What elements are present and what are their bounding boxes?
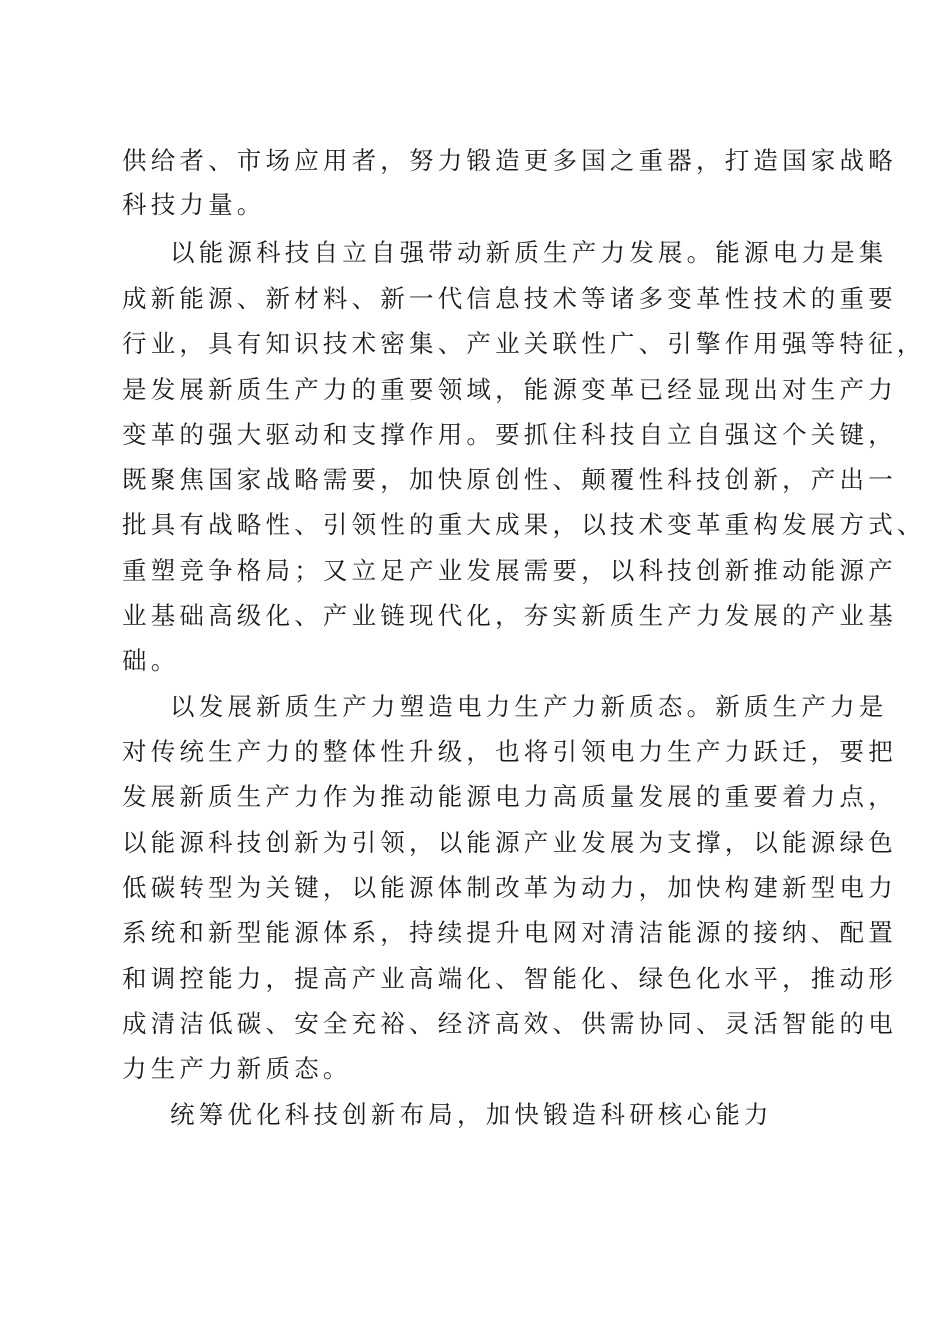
text-line: 是发展新质生产力的重要领域，能源变革已经显现出对生产力 xyxy=(122,375,897,404)
text-line: 重塑竞争格局；又立足产业发展需要，以科技创新推动能源产 xyxy=(122,556,897,585)
paragraph-first-line: 以能源科技自立自强带动新质生产力发展。能源电力是集 xyxy=(170,238,888,267)
text-line: 力生产力新质态。 xyxy=(122,1054,352,1083)
text-line: 对传统生产力的整体性升级，也将引领电力生产力跃迁，要把 xyxy=(122,737,897,766)
text-line: 批具有战略性、引领性的重大成果，以技术变革重构发展方式、 xyxy=(122,510,926,539)
text-line: 低碳转型为关键，以能源体制改革为动力，加快构建新型电力 xyxy=(122,873,897,902)
text-line: 行业，具有知识技术密集、产业关联性广、引擎作用强等特征， xyxy=(122,329,926,358)
text-line: 业基础高级化、产业链现代化，夯实新质生产力发展的产业基 xyxy=(122,601,897,630)
text-line: 和调控能力，提高产业高端化、智能化、绿色化水平，推动形 xyxy=(122,964,897,993)
text-line: 科技力量。 xyxy=(122,190,266,219)
text-line: 以能源科技创新为引领，以能源产业发展为支撑，以能源绿色 xyxy=(122,828,897,857)
text-line: 础。 xyxy=(122,646,180,675)
text-line: 供给者、市场应用者，努力锻造更多国之重器，打造国家战略 xyxy=(122,146,897,175)
text-line: 既聚焦国家战略需要，加快原创性、颠覆性科技创新，产出一 xyxy=(122,465,897,494)
text-line: 成清洁低碳、安全充裕、经济高效、供需协同、灵活智能的电 xyxy=(122,1009,897,1038)
text-line: 发展新质生产力作为推动能源电力高质量发展的重要着力点， xyxy=(122,782,897,811)
text-line: 变革的强大驱动和支撑作用。要抓住科技自立自强这个关键， xyxy=(122,420,897,449)
section-heading: 统筹优化科技创新布局，加快锻造科研核心能力 xyxy=(170,1100,773,1129)
text-line: 系统和新型能源体系，持续提升电网对清洁能源的接纳、配置 xyxy=(122,918,897,947)
text-line: 成新能源、新材料、新一代信息技术等诸多变革性技术的重要 xyxy=(122,284,897,313)
paragraph-first-line: 以发展新质生产力塑造电力生产力新质态。新质生产力是 xyxy=(170,692,888,721)
